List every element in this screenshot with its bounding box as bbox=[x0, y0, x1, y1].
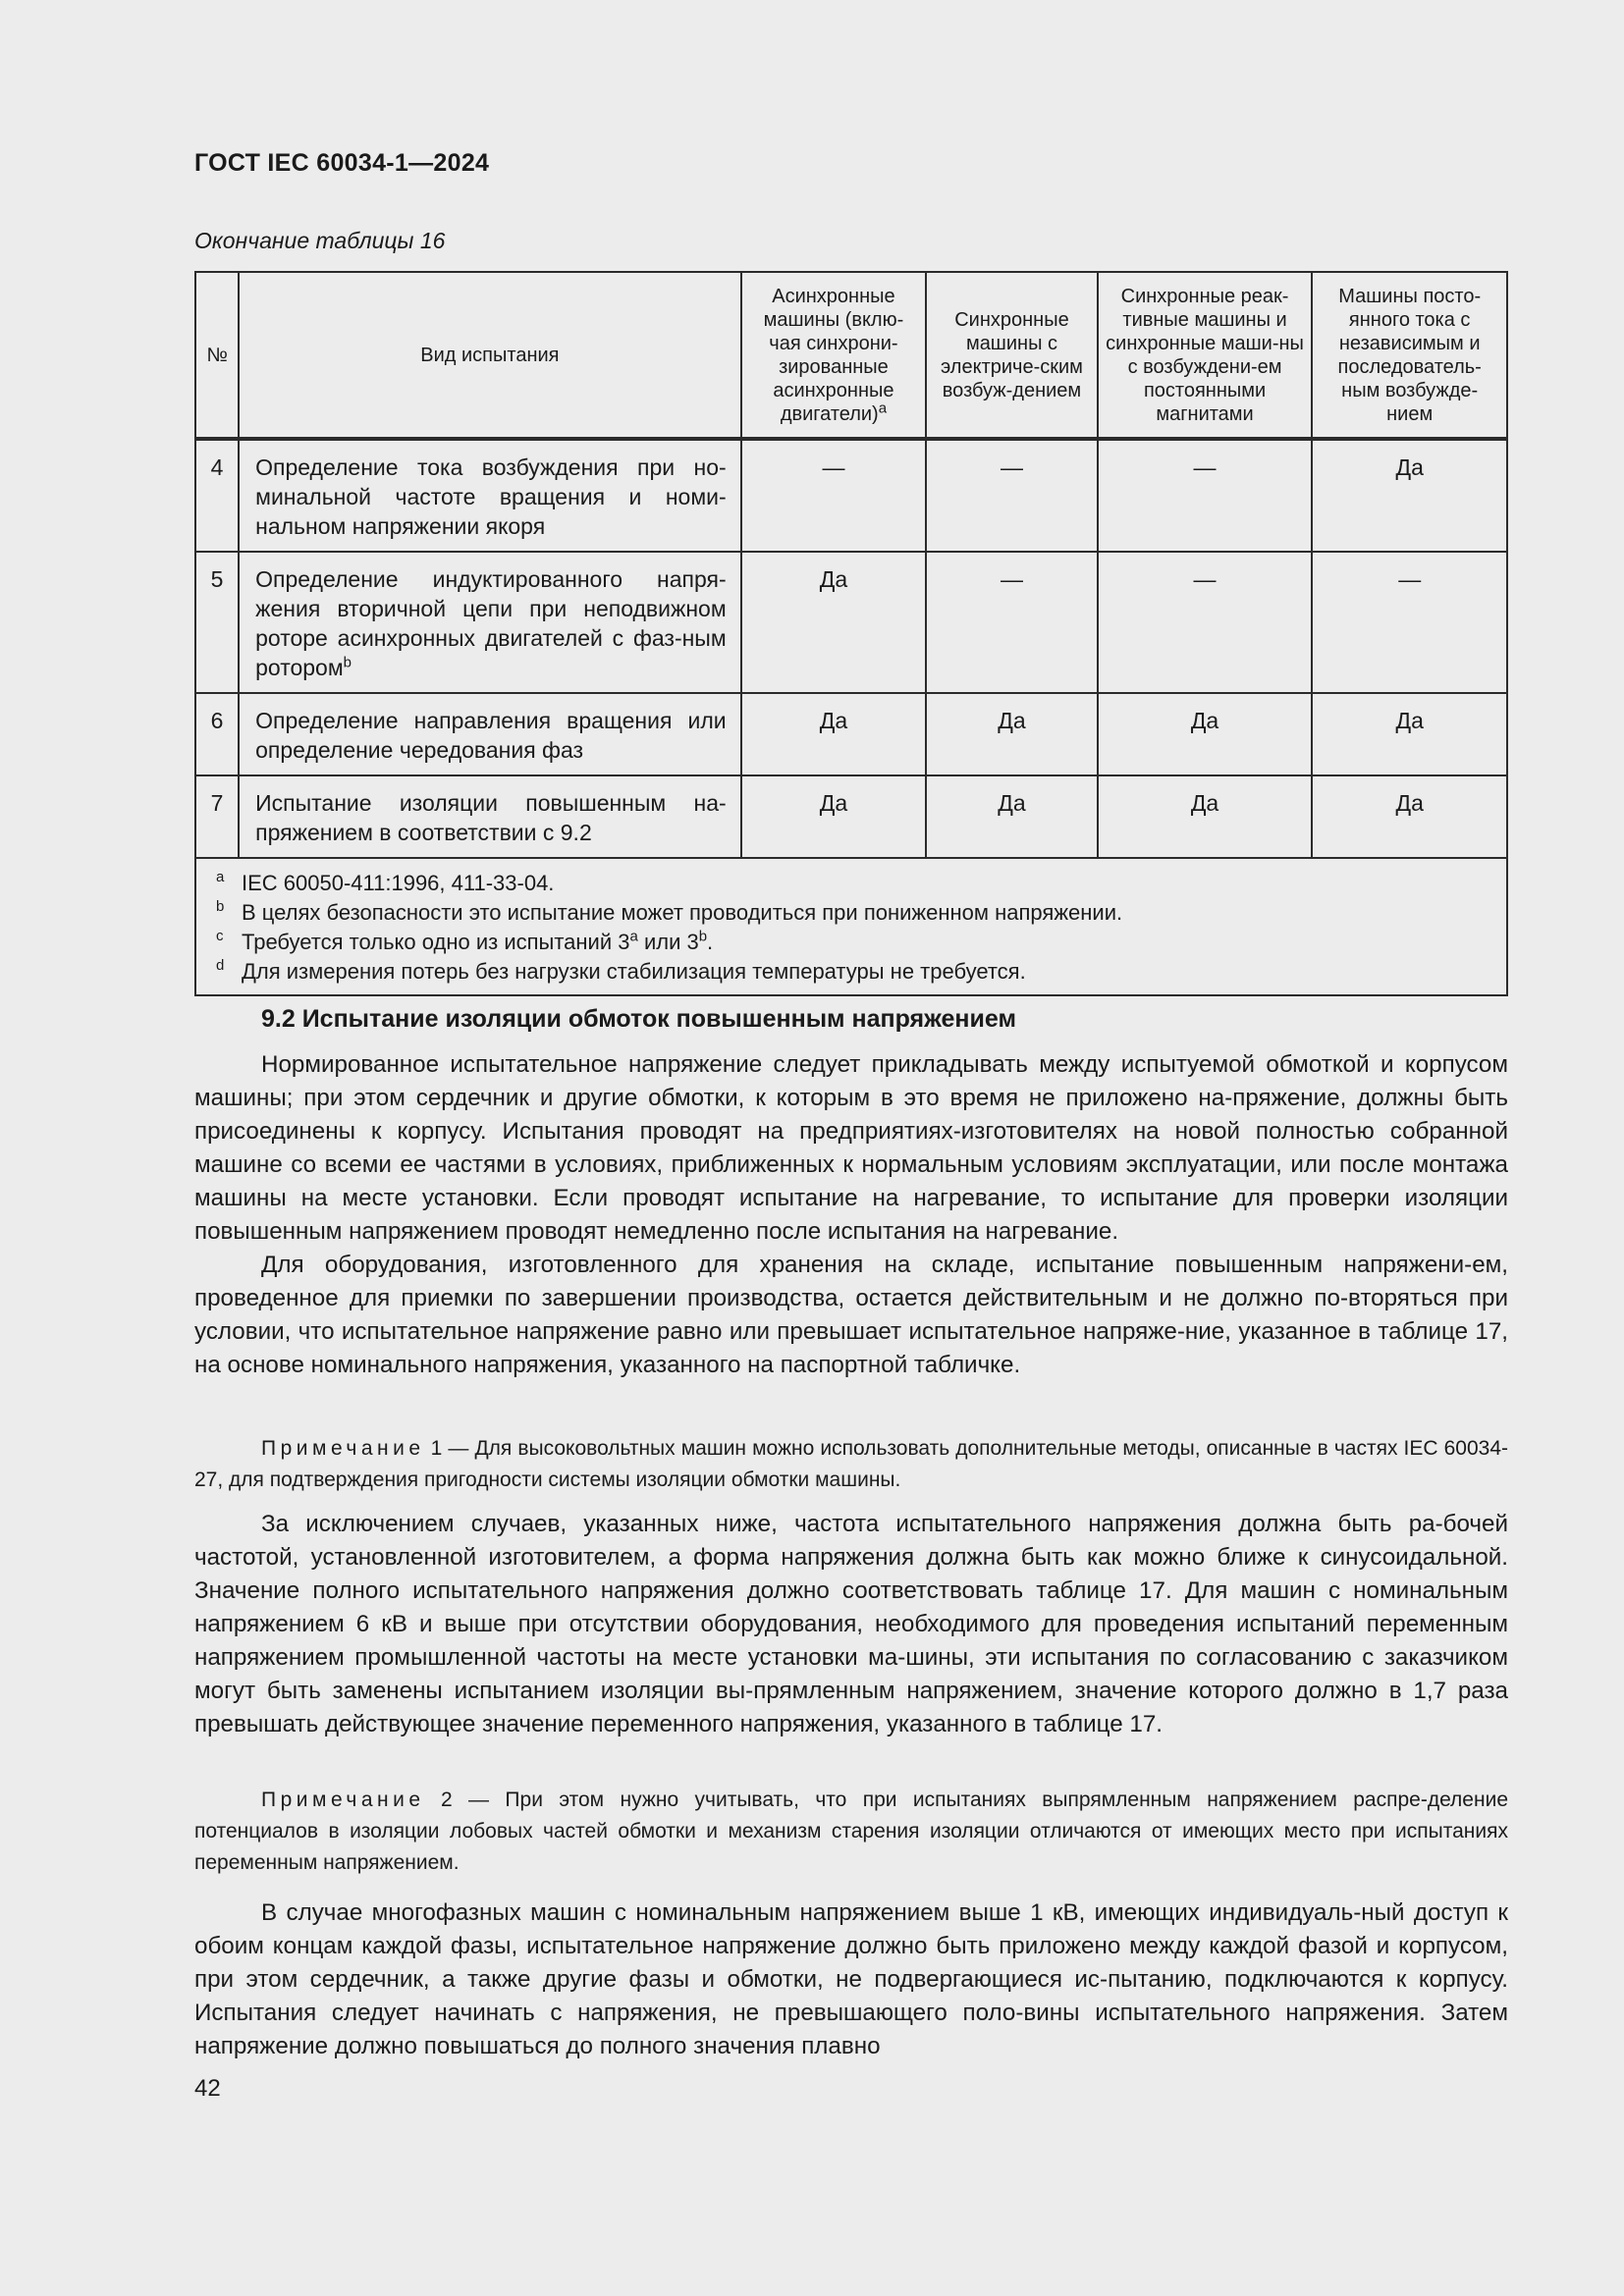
footnote-ref: b bbox=[343, 654, 352, 671]
row-value: — bbox=[1312, 552, 1507, 693]
row-value: — bbox=[926, 552, 1098, 693]
paragraph: В случае многофазных машин с номинальным напряжением выше 1 кВ, имеющих индивидуаль-ный доступ к обоим концам каждой фазы, испытательное напряжение должно быть приложено между каждой фазой и корпусом, при этом сердечник, а также другие фазы и обмотки, не подвергающиеся ис-пытанию, подключаются к корпусу. Испытания следует начинать с напряжения, не превышающего поло-вины испытательного напряжения. Затем напряжение должно повышаться до полного значения плавно bbox=[194, 1899, 1508, 2059]
row-value: Да bbox=[1312, 693, 1507, 775]
table-footnotes-row bbox=[195, 858, 1507, 995]
table-16 bbox=[194, 271, 1508, 996]
row-value: — bbox=[926, 439, 1098, 552]
section-body-3 bbox=[194, 1896, 1508, 2063]
paragraph: Нормированное испытательное напряжение следует прикладывать между испытуемой обмоткой и корпусом машины; при этом сердечник и другие обмотки, к которым в это время не приложено на-пряжение, должны быть присоединены к корпусу. Испытания проводят на предприятиях-изготовителях на новой полностью собранной машине со всеми ее частями в условиях, приближенных к нормальным условиям эксплуатации, или после монтажа машины на месте установки. Если проводят испытание на нагревание, то испытание для проверки изоляции повышенным напряжением проводят немедленно после испытания на нагревание. bbox=[194, 1051, 1508, 1245]
row-number: 4 bbox=[195, 439, 239, 552]
row-test-name: Определение тока возбуждения при но-минальной частоте вращения и номи-нальном напряжении якоря bbox=[239, 439, 741, 552]
table-row bbox=[195, 552, 1507, 693]
row-value: Да bbox=[741, 693, 927, 775]
row-value: Да bbox=[926, 775, 1098, 858]
row-test-name: Определение индуктированного напря-жения вторичной цепи при неподвижном роторе асинхронных двигателей с фаз-ным ротором$^b$ bbox=[239, 552, 741, 693]
table-caption: Окончание таблицы 16 bbox=[194, 228, 446, 253]
footnote-c: c Требуется только одно из испытаний 3$^a$ или 3$^b$. bbox=[216, 928, 714, 954]
footnote-a: a IEC 60050-411:1996, 411-33-04. bbox=[216, 869, 555, 895]
paragraph: За исключением случаев, указанных ниже, частота испытательного напряжения должна быть ра-бочей частотой, установленной изготовителем, а форма напряжения должна быть как можно ближе к синусоидальной. Значение полного испытательного напряжения должно соответствовать таблице 17. Для машин с номинальным напряжением 6 кВ и выше при отсутствии оборудования, необходимого для проведения испытаний переменным напряжением промышленной частоты на месте установки ма-шины, эти испытания по согласованию с заказчиком могут быть заменены испытанием изоляции вы-прямленным напряжением, значение которого должно в 1,7 раза превышать действующее значение переменного напряжения, указанного в таблице 17. bbox=[194, 1511, 1508, 1737]
header-async-machines: Асинхронные машины (вклю-чая синхрони-зированные асинхронные двигатели)$^a$ bbox=[741, 272, 927, 439]
paragraph: Для оборудования, изготовленного для хранения на складе, испытание повышенным напряжени-ем, проведенное для приемки по завершении производства, остается действительным и не должно по-вторяться при условии, что испытательное напряжение равно или превышает испытательное напряже-ние, указанное в таблице 17, на основе номинального напряжения, указанного на паспортной табличке. bbox=[194, 1252, 1508, 1378]
header-test-type: Вид испытания bbox=[239, 272, 741, 439]
row-value: Да bbox=[1312, 439, 1507, 552]
section-body-1 bbox=[194, 1048, 1508, 1382]
table-header-row bbox=[195, 272, 1507, 439]
row-number: 7 bbox=[195, 775, 239, 858]
row-value: Да bbox=[1312, 775, 1507, 858]
row-value: Да bbox=[926, 693, 1098, 775]
row-value: Да bbox=[741, 775, 927, 858]
row-number: 5 bbox=[195, 552, 239, 693]
row-value: Да bbox=[1098, 693, 1313, 775]
row-value: — bbox=[741, 439, 927, 552]
table-footnotes bbox=[195, 858, 1507, 995]
row-value: Да bbox=[1098, 775, 1313, 858]
header-sync-reluctance-machines: Синхронные реак-тивные машины и синхронные маши-ны с возбуждени-ем постоянными магнитами bbox=[1098, 272, 1313, 439]
row-value: — bbox=[1098, 552, 1313, 693]
footnote-b: b В целях безопасности это испытание может проводиться при пониженном напряжении. bbox=[216, 898, 1123, 925]
note-1: Примечание 1 — Для высоковольтных машин можно использовать дополнительные методы, описанные в частях IEC 60034-27, для подтверждения пригодности системы изоляции обмотки машины. bbox=[194, 1437, 1508, 1491]
row-value: — bbox=[1098, 439, 1313, 552]
row-test-name: Испытание изоляции повышенным на-пряжением в соответствии с 9.2 bbox=[239, 775, 741, 858]
header-sync-machines: Синхронные машины с электриче-ским возбуж-дением bbox=[926, 272, 1098, 439]
row-value: Да bbox=[741, 552, 927, 693]
footnote-d: d Для измерения потерь без нагрузки стабилизация температуры не требуется. bbox=[216, 957, 1026, 984]
row-test-name: Определение направления вращения или определение чередования фаз bbox=[239, 693, 741, 775]
row-number: 6 bbox=[195, 693, 239, 775]
header-dc-machines: Машины посто-янного тока с независимым и последователь-ным возбужде-нием bbox=[1312, 272, 1507, 439]
table-row bbox=[195, 693, 1507, 775]
note-2: Примечание 2 — При этом нужно учитывать, что при испытаниях выпрямленным напряжением распре-деление потенциалов в изоляции лобовых частей обмотки и механизм старения изоляции отличаются от имеющих место при испытаниях переменным напряжением. bbox=[194, 1789, 1508, 1874]
page-number: 42 bbox=[194, 2075, 221, 2102]
section-body-2 bbox=[194, 1508, 1508, 1741]
document-code: ГОСТ IEC 60034-1—2024 bbox=[194, 149, 490, 177]
table-row bbox=[195, 775, 1507, 858]
header-num: № bbox=[195, 272, 239, 439]
table-row bbox=[195, 439, 1507, 552]
section-heading: 9.2 Испытание изоляции обмоток повышенным напряжением bbox=[261, 1005, 1016, 1033]
